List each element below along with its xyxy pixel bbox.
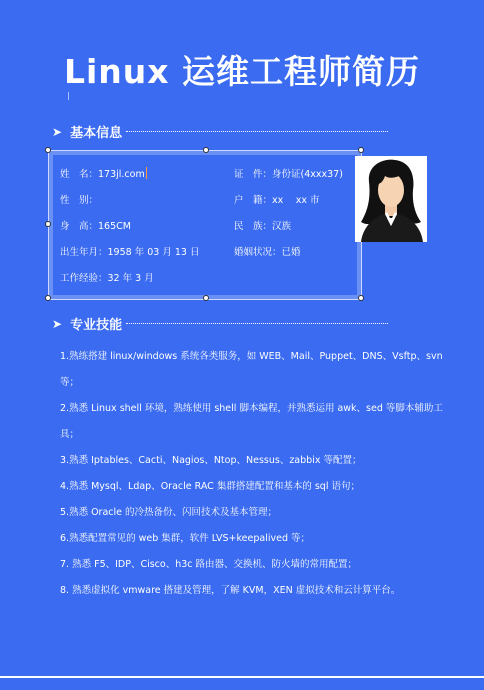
skill-item[interactable]: 5.熟悉 Oracle 的冷热备份、闪回技术及基本管理； (60, 507, 278, 518)
skill-item[interactable]: 2.熟悉 Linux shell 环境，熟练使用 shell 脚本编程，并熟悉运用 awk、sed 等脚本辅助工具； (60, 403, 443, 440)
resize-handle[interactable] (45, 295, 51, 301)
resize-handle[interactable] (358, 295, 364, 301)
resize-handle[interactable] (203, 147, 209, 153)
paragraph-mark (68, 92, 71, 100)
section-heading-skills (52, 314, 388, 333)
field-experience[interactable]: 工作经验：32 年 3 月 (60, 273, 154, 284)
divider (126, 323, 388, 324)
resize-handle[interactable] (203, 295, 209, 301)
field-hukou[interactable]: 户 籍：xx xx 市 (234, 195, 320, 206)
resize-handle[interactable] (45, 221, 51, 227)
field-marital[interactable]: 婚姻状况：已婚 (234, 247, 301, 258)
text-cursor (146, 167, 147, 179)
chevron-right-icon: ➤ (52, 124, 63, 139)
field-gender[interactable]: 性 别： (60, 195, 99, 206)
field-ethnicity[interactable]: 民 族：汉族 (234, 221, 292, 232)
footer-rule (0, 676, 484, 678)
field-name[interactable]: 姓 名：173jl.com (60, 169, 145, 180)
skill-item[interactable]: 7. 熟悉 F5、IDP、Cisco、h3c 路由器、交换机、防火墙的常用配置； (60, 559, 358, 570)
field-height[interactable]: 身 高：165CM (60, 221, 131, 232)
resize-handle[interactable] (45, 147, 51, 153)
skill-item[interactable]: 8. 熟悉虚拟化 vmware 搭建及管理，了解 KVM，XEN 虚拟技术和云计算平台。 (60, 585, 401, 596)
skill-item[interactable]: 4.熟悉 Mysql、Ldap、Oracle RAC 集群搭建配置和基本的 sql 语句； (60, 481, 360, 492)
avatar-illustration (355, 156, 427, 242)
section-title-basic: 基本信息 (70, 126, 123, 141)
skill-item[interactable]: 6.熟悉配置常见的 web 集群，软件 LVS+keepalived 等； (60, 533, 311, 544)
skills-list (60, 344, 445, 604)
field-id[interactable]: 证 件：身份证(4xxx37) (234, 169, 343, 180)
field-birth[interactable]: 出生年月：1958 年 03 月 13 日 (60, 247, 200, 258)
skill-item[interactable]: 3.熟悉 Iptables、Cacti、Nagios、Ntop、Nessus、zabbix 等配置； (60, 455, 362, 466)
avatar[interactable] (355, 156, 427, 242)
skill-item[interactable]: 1.熟练搭建 linux/windows 系统各类服务，如 WEB、Mail、Puppet、DNS、Vsftp、svn 等； (60, 351, 443, 388)
resume-title: Linux 运维工程师简历 (63, 52, 421, 91)
chevron-right-icon: ➤ (52, 316, 63, 331)
divider (126, 131, 388, 132)
resize-handle[interactable] (358, 147, 364, 153)
section-heading-basic (52, 122, 388, 141)
section-title-skills: 专业技能 (70, 318, 123, 333)
